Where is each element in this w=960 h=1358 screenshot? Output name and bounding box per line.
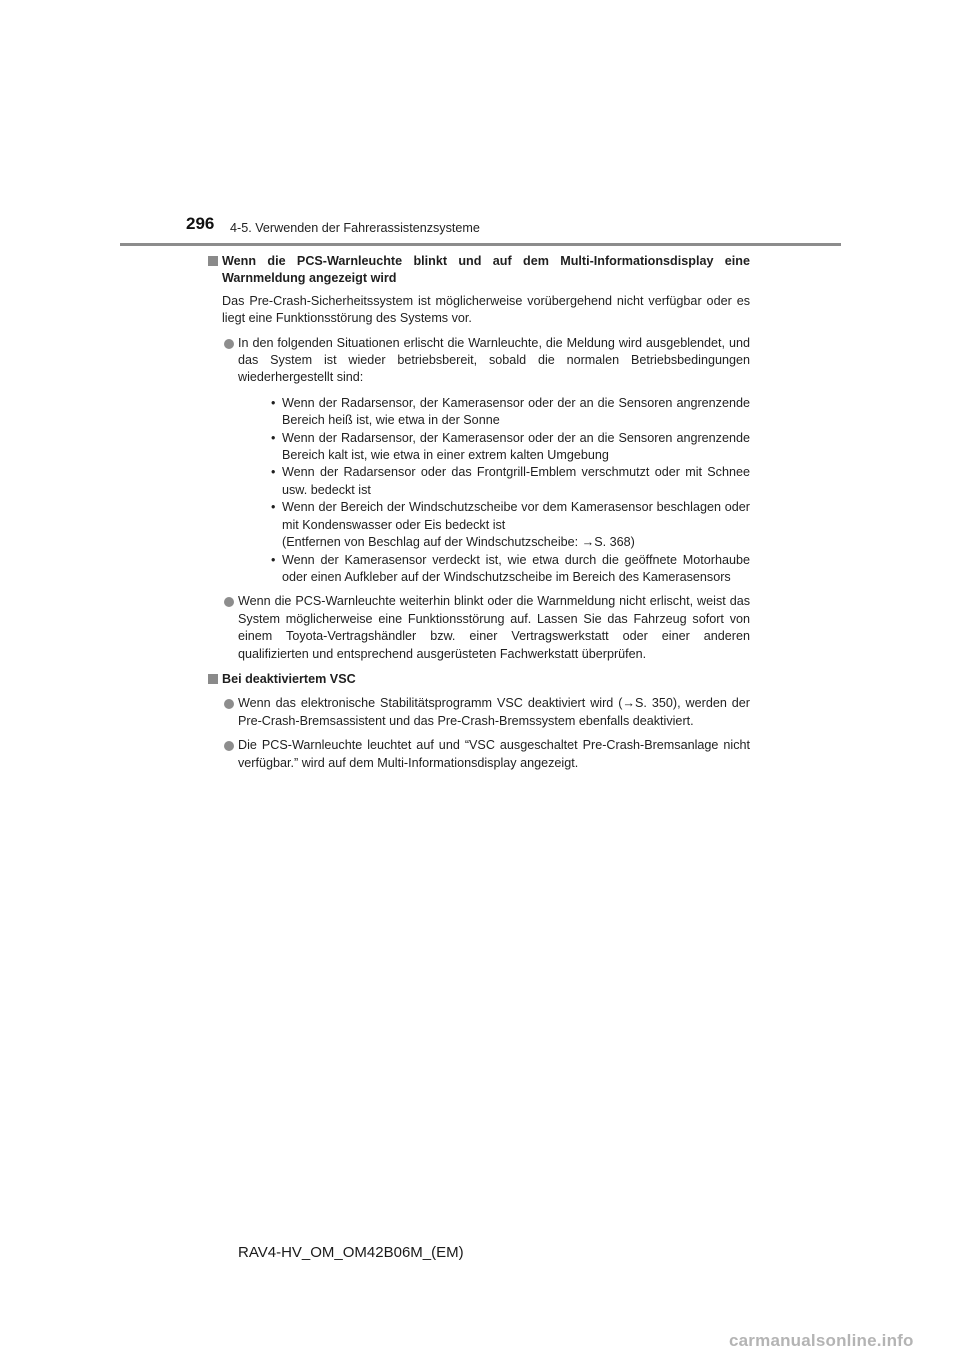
- circle-bullet-icon: [224, 741, 234, 751]
- section-title: 4-5. Verwenden der Fahrerassistenzsysteme: [230, 221, 480, 235]
- list-item: [208, 335, 750, 587]
- header-divider: [120, 243, 841, 246]
- sub-list-item: • Wenn der Bereich der Windschutzscheibe vor dem Kamerasensor beschlagen oder mit Kondenswasser oder Eis bedeckt ist (Entfernen von Beschlag auf der Windschutzscheibe: →S. 368): [271, 500, 750, 550]
- section-heading-pcs-warning: [208, 253, 750, 288]
- list-item: [208, 695, 750, 730]
- list-item: [208, 737, 750, 772]
- sub-list-item: • Wenn der Radarsensor oder das Frontgrill-Emblem verschmutzt oder mit Schnee usw. bedeckt ist: [271, 465, 750, 497]
- heading-text: Bei deaktiviertem VSC: [222, 671, 356, 686]
- bullet-text: Wenn die PCS-Warnleuchte weiterhin blinkt oder die Warnmeldung nicht erlischt, weist das System möglicherweise eine Funktionsstörung auf. Lassen Sie das Fahrzeug sofort von einem Toyota-Vertragshändler bzw. einer Vertragswerkstatt oder einer anderen qualifizierten und entsprechend ausgerüsteten Fachwerkstatt überprüfen.: [238, 594, 750, 661]
- page-reference: (Entfernen von Beschlag auf der Windschutzscheibe: →S. 368): [282, 535, 635, 550]
- condition-list: [238, 395, 750, 586]
- bullet-text: In den folgenden Situationen erlischt die Warnleuchte, die Meldung wird ausgeblendet, und das System ist wieder betriebsbereit, sobald die normalen Betriebsbedingungen wiederhergestellt sind:: [238, 335, 750, 385]
- page-number: 296: [186, 214, 215, 233]
- page-content: [208, 253, 750, 772]
- sub-list-item: • Wenn der Radarsensor, der Kamerasensor oder der an die Sensoren angrenzende Bereich kalt ist, wie etwa in einer extrem kalten Umgebung: [271, 430, 750, 463]
- bullet-text: Wenn das elektronische Stabilitätsprogramm VSC deaktiviert wird (→S. 350), werden der Pre-Crash-Bremsassistent und das Pre-Crash-Bremssystem ebenfalls deaktiviert.: [238, 696, 750, 728]
- section-heading-vsc: [208, 671, 750, 688]
- heading-text: Wenn die PCS-Warnleuchte blinkt und auf dem Multi-Informationsdisplay eine Warnmeldung angezeigt wird: [222, 254, 750, 286]
- square-bullet-icon: [208, 674, 218, 684]
- circle-bullet-icon: [224, 699, 234, 709]
- bullet-text: Die PCS-Warnleuchte leuchtet auf und “VSC ausgeschaltet Pre-Crash-Bremsanlage nicht verfügbar.” wird auf dem Multi-Informationsdisplay angezeigt.: [238, 738, 750, 770]
- circle-bullet-icon: [224, 597, 234, 607]
- square-bullet-icon: [208, 256, 218, 266]
- model-code: RAV4-HV_OM_OM42B06M_(EM): [238, 1244, 464, 1261]
- list-item: [208, 593, 750, 663]
- sub-list-item: • Wenn der Kamerasensor verdeckt ist, wie etwa durch die geöffnete Motorhaube oder einen Aufkleber auf der Windschutzscheibe im Bereich des Kamerasensors: [271, 552, 750, 584]
- watermark: carmanualsonline.info: [729, 1331, 914, 1350]
- sub-list-item: • Wenn der Radarsensor, der Kamerasensor oder der an die Sensoren angrenzende Bereich heiß ist, wie etwa in der Sonne: [271, 395, 750, 428]
- intro-paragraph: Das Pre-Crash-Sicherheitssystem ist möglicherweise vorübergehend nicht verfügbar oder es liegt eine Funktionsstörung des Systems vor.: [222, 293, 750, 326]
- circle-bullet-icon: [224, 339, 234, 349]
